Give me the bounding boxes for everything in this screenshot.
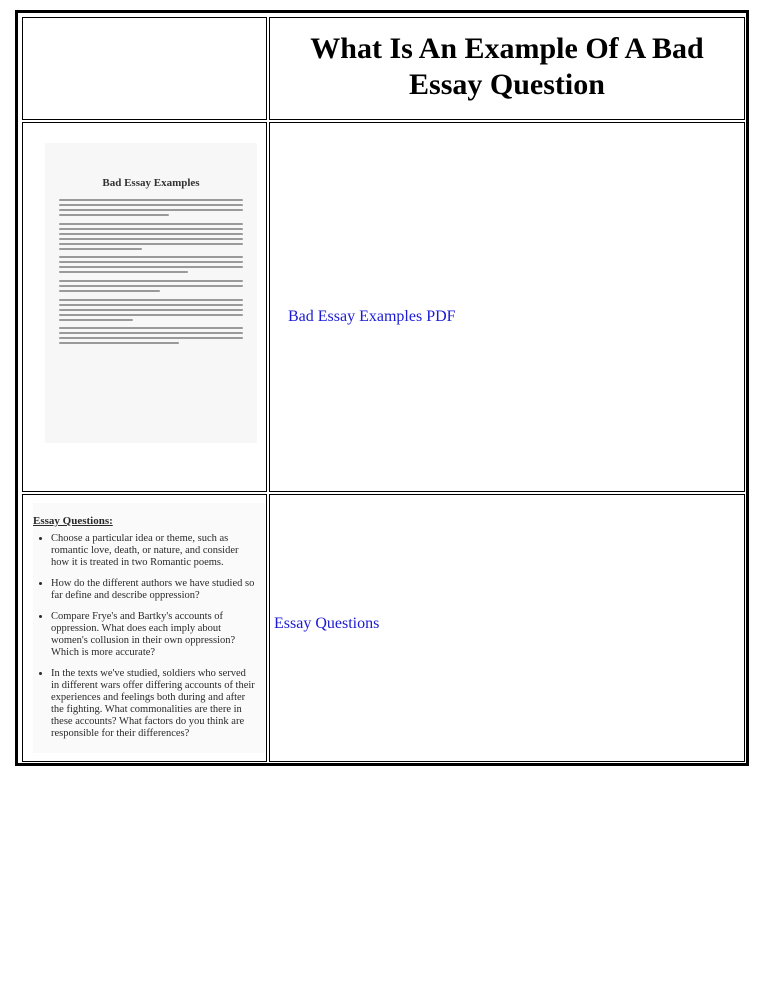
essay-questions-thumbnail[interactable] <box>33 503 265 753</box>
thumbnail-cell-2 <box>22 494 267 762</box>
link-cell-1 <box>269 122 745 492</box>
question-list <box>37 533 256 749</box>
content-table <box>15 10 749 766</box>
list-item: • Compare Frye's and Bartky's accounts of oppression. What does each imply about women's collusion in their own oppression? Which is more accurate? <box>51 611 256 659</box>
list-item: • Choose a particular idea or theme, such as romantic love, death, or nature, and consider how it is treated in two Romantic poems. <box>51 533 256 569</box>
essay-questions-link[interactable]: Essay Questions <box>274 615 380 632</box>
header-empty-cell <box>22 17 267 120</box>
thumbnail-paragraph <box>59 299 243 324</box>
header-title-cell <box>269 17 745 120</box>
link-cell-2 <box>269 494 745 762</box>
thumbnail-paragraph <box>59 280 243 295</box>
thumbnail-heading: Essay Questions: <box>33 515 113 527</box>
bad-essay-examples-thumbnail[interactable] <box>45 143 257 443</box>
page-title: What Is An Example Of A Bad Essay Question <box>310 32 704 101</box>
thumbnail-cell-1 <box>22 122 267 492</box>
list-item: • How do the different authors we have studied so far define and describe oppression? <box>51 578 256 602</box>
bad-essay-examples-pdf-link[interactable]: Bad Essay Examples PDF <box>288 308 456 325</box>
thumbnail-paragraph <box>59 327 243 347</box>
list-item: • In the texts we've studied, soldiers who served in different wars offer differing accounts of their experiences and feelings both during and after the fighting. What commonalities are there in these accounts? What factors do you think are responsible for their differences? <box>51 668 256 740</box>
thumbnail-paragraph <box>59 223 243 253</box>
thumbnail-heading: Bad Essay Examples <box>102 177 200 189</box>
thumbnail-paragraph <box>59 199 243 219</box>
thumbnail-paragraph <box>59 256 243 276</box>
